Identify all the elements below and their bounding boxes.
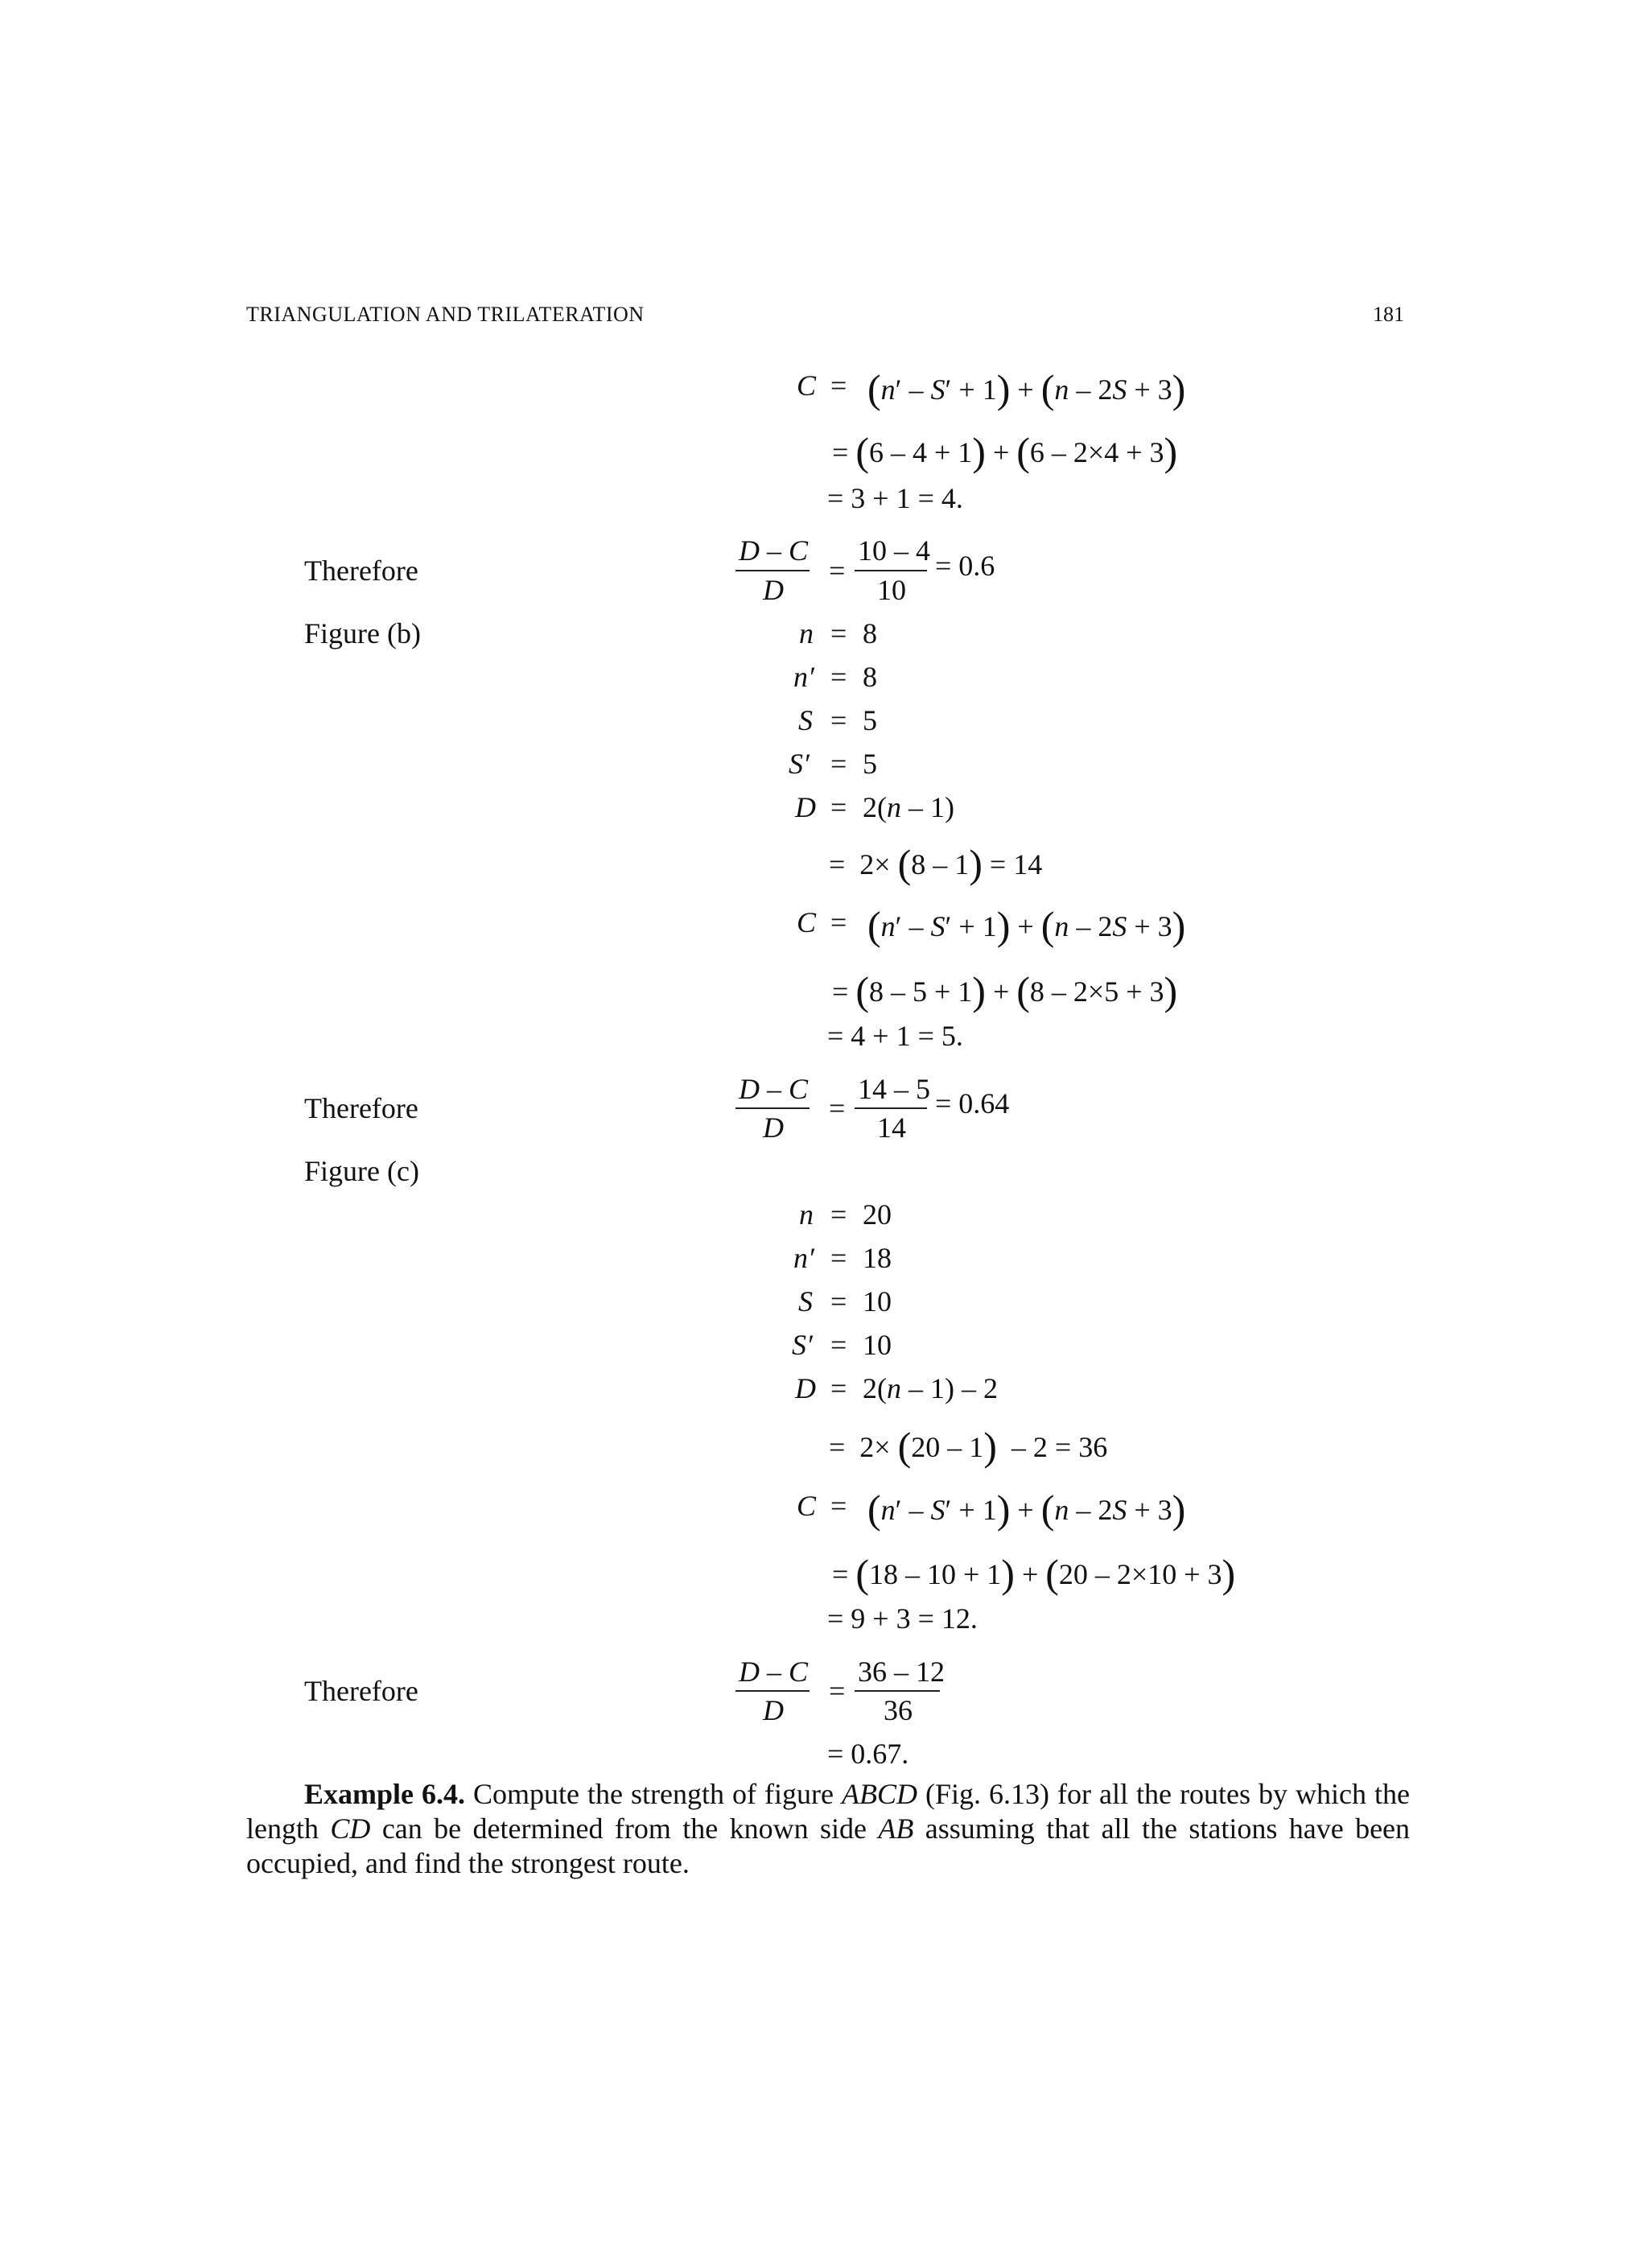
c-result: = 3 + 1 = 4. (827, 482, 963, 514)
c-substitution: = (18 – 10 + 1) + (20 – 2×10 + 3) (832, 1551, 1236, 1596)
c-result: = 9 + 3 = 12. (827, 1602, 978, 1635)
d-substitution: = 2× (20 – 1) – 2 = 36 (829, 1424, 1108, 1469)
n-value: 20 (863, 1198, 892, 1231)
equals-sign: = (829, 1092, 846, 1124)
fraction-bar (855, 570, 927, 571)
side-cd: CD (330, 1812, 371, 1845)
fraction-numerator-lhs: D – C (739, 1073, 809, 1105)
c-substitution: = (6 – 4 + 1) + (6 – 2×4 + 3) (832, 429, 1178, 474)
running-title: TRIANGULATION AND TRILATERATION (246, 303, 645, 326)
n-prime-symbol: n′ (793, 661, 814, 693)
equals-sign: = (830, 748, 847, 780)
fraction-numerator-lhs: D – C (739, 534, 809, 567)
d-symbol: D (795, 791, 816, 823)
n-symbol: n (799, 1198, 814, 1231)
s-prime-value: 10 (863, 1329, 892, 1361)
equals-sign: = (830, 791, 847, 823)
s-value: 5 (863, 704, 877, 736)
s-prime-symbol: S′ (792, 1329, 813, 1361)
n-prime-value: 18 (863, 1242, 892, 1274)
fraction-denominator: 10 (877, 574, 906, 606)
d-formula: 2(n – 1) (863, 791, 954, 823)
equals-sign: = (829, 555, 846, 587)
fraction-numerator: 36 – 12 (858, 1656, 945, 1688)
s-prime-value: 5 (863, 748, 877, 780)
example-text: can be determined from the known side (381, 1812, 867, 1845)
s-value: 10 (863, 1285, 892, 1318)
c-symbol: C (797, 1490, 817, 1522)
c-symbol: C (797, 906, 817, 938)
example-paragraph (246, 1777, 1410, 1881)
fraction-bar (855, 1107, 927, 1109)
equals-sign: = (830, 617, 847, 649)
fraction-denominator: 14 (877, 1111, 906, 1144)
example-text: (Fig. 6.13) for all the routes by which the length (246, 1778, 1410, 1845)
fraction-result: = 0.64 (935, 1087, 1010, 1120)
fraction-denominator-lhs: D (763, 574, 784, 606)
equals-sign: = (830, 906, 847, 938)
therefore-label: Therefore (304, 555, 418, 587)
d-symbol: D (795, 1372, 816, 1404)
fraction-numerator: 10 – 4 (858, 534, 930, 567)
fraction-bar (735, 1107, 810, 1109)
figure-c-label: Figure (c) (304, 1155, 419, 1187)
s-prime-symbol: S′ (789, 748, 810, 780)
page-number: 181 (1373, 303, 1404, 326)
equals-sign: = (830, 1372, 847, 1404)
equals-sign: = (829, 1675, 846, 1707)
equals-sign: = (830, 1285, 847, 1318)
equals-sign: = (830, 1242, 847, 1274)
fraction-denominator-lhs: D (763, 1694, 784, 1726)
example-label: Example 6.4. (304, 1778, 466, 1810)
example-text: assuming that all the stations have been occupied, and find the strongest route. (246, 1812, 1411, 1879)
side-ab: AB (878, 1812, 914, 1845)
n-symbol: n (799, 617, 814, 649)
c-symbol: C (797, 369, 817, 402)
fraction-numerator: 14 – 5 (858, 1073, 930, 1105)
fraction-result: = 0.6 (935, 550, 995, 582)
n-prime-value: 8 (863, 661, 877, 693)
d-substitution: = 2× (8 – 1) = 14 (829, 841, 1043, 886)
n-value: 8 (863, 617, 877, 649)
s-symbol: S (798, 704, 813, 736)
fraction-denominator-lhs: D (763, 1111, 784, 1144)
fraction-bar (735, 1690, 810, 1692)
equals-sign: = (830, 661, 847, 693)
d-formula: 2(n – 1) – 2 (863, 1372, 998, 1404)
equals-sign: = (830, 369, 847, 402)
c-formula: (n′ – S′ + 1) + (n – 2S + 3) (867, 1487, 1186, 1532)
final-result: = 0.67. (827, 1738, 909, 1770)
figure-b-label: Figure (b) (304, 617, 421, 649)
c-formula: (n′ – S′ + 1) + (n – 2S + 3) (867, 903, 1186, 948)
example-text: Compute the strength of figure (473, 1778, 834, 1810)
c-result: = 4 + 1 = 5. (827, 1020, 963, 1052)
c-formula: (n′ – S′ + 1) + (n – 2S + 3) (867, 366, 1186, 411)
equals-sign: = (830, 704, 847, 736)
equals-sign: = (830, 1490, 847, 1522)
n-prime-symbol: n′ (793, 1242, 814, 1274)
fraction-denominator: 36 (884, 1694, 913, 1726)
fraction-bar (855, 1690, 940, 1692)
equals-sign: = (830, 1329, 847, 1361)
therefore-label: Therefore (304, 1675, 418, 1707)
fraction-bar (735, 570, 810, 571)
equals-sign: = (830, 1198, 847, 1231)
figure-name: ABCD (842, 1778, 917, 1810)
therefore-label: Therefore (304, 1092, 418, 1124)
c-substitution: = (8 – 5 + 1) + (8 – 2×5 + 3) (832, 968, 1178, 1013)
fraction-numerator-lhs: D – C (739, 1656, 809, 1688)
s-symbol: S (798, 1285, 813, 1318)
